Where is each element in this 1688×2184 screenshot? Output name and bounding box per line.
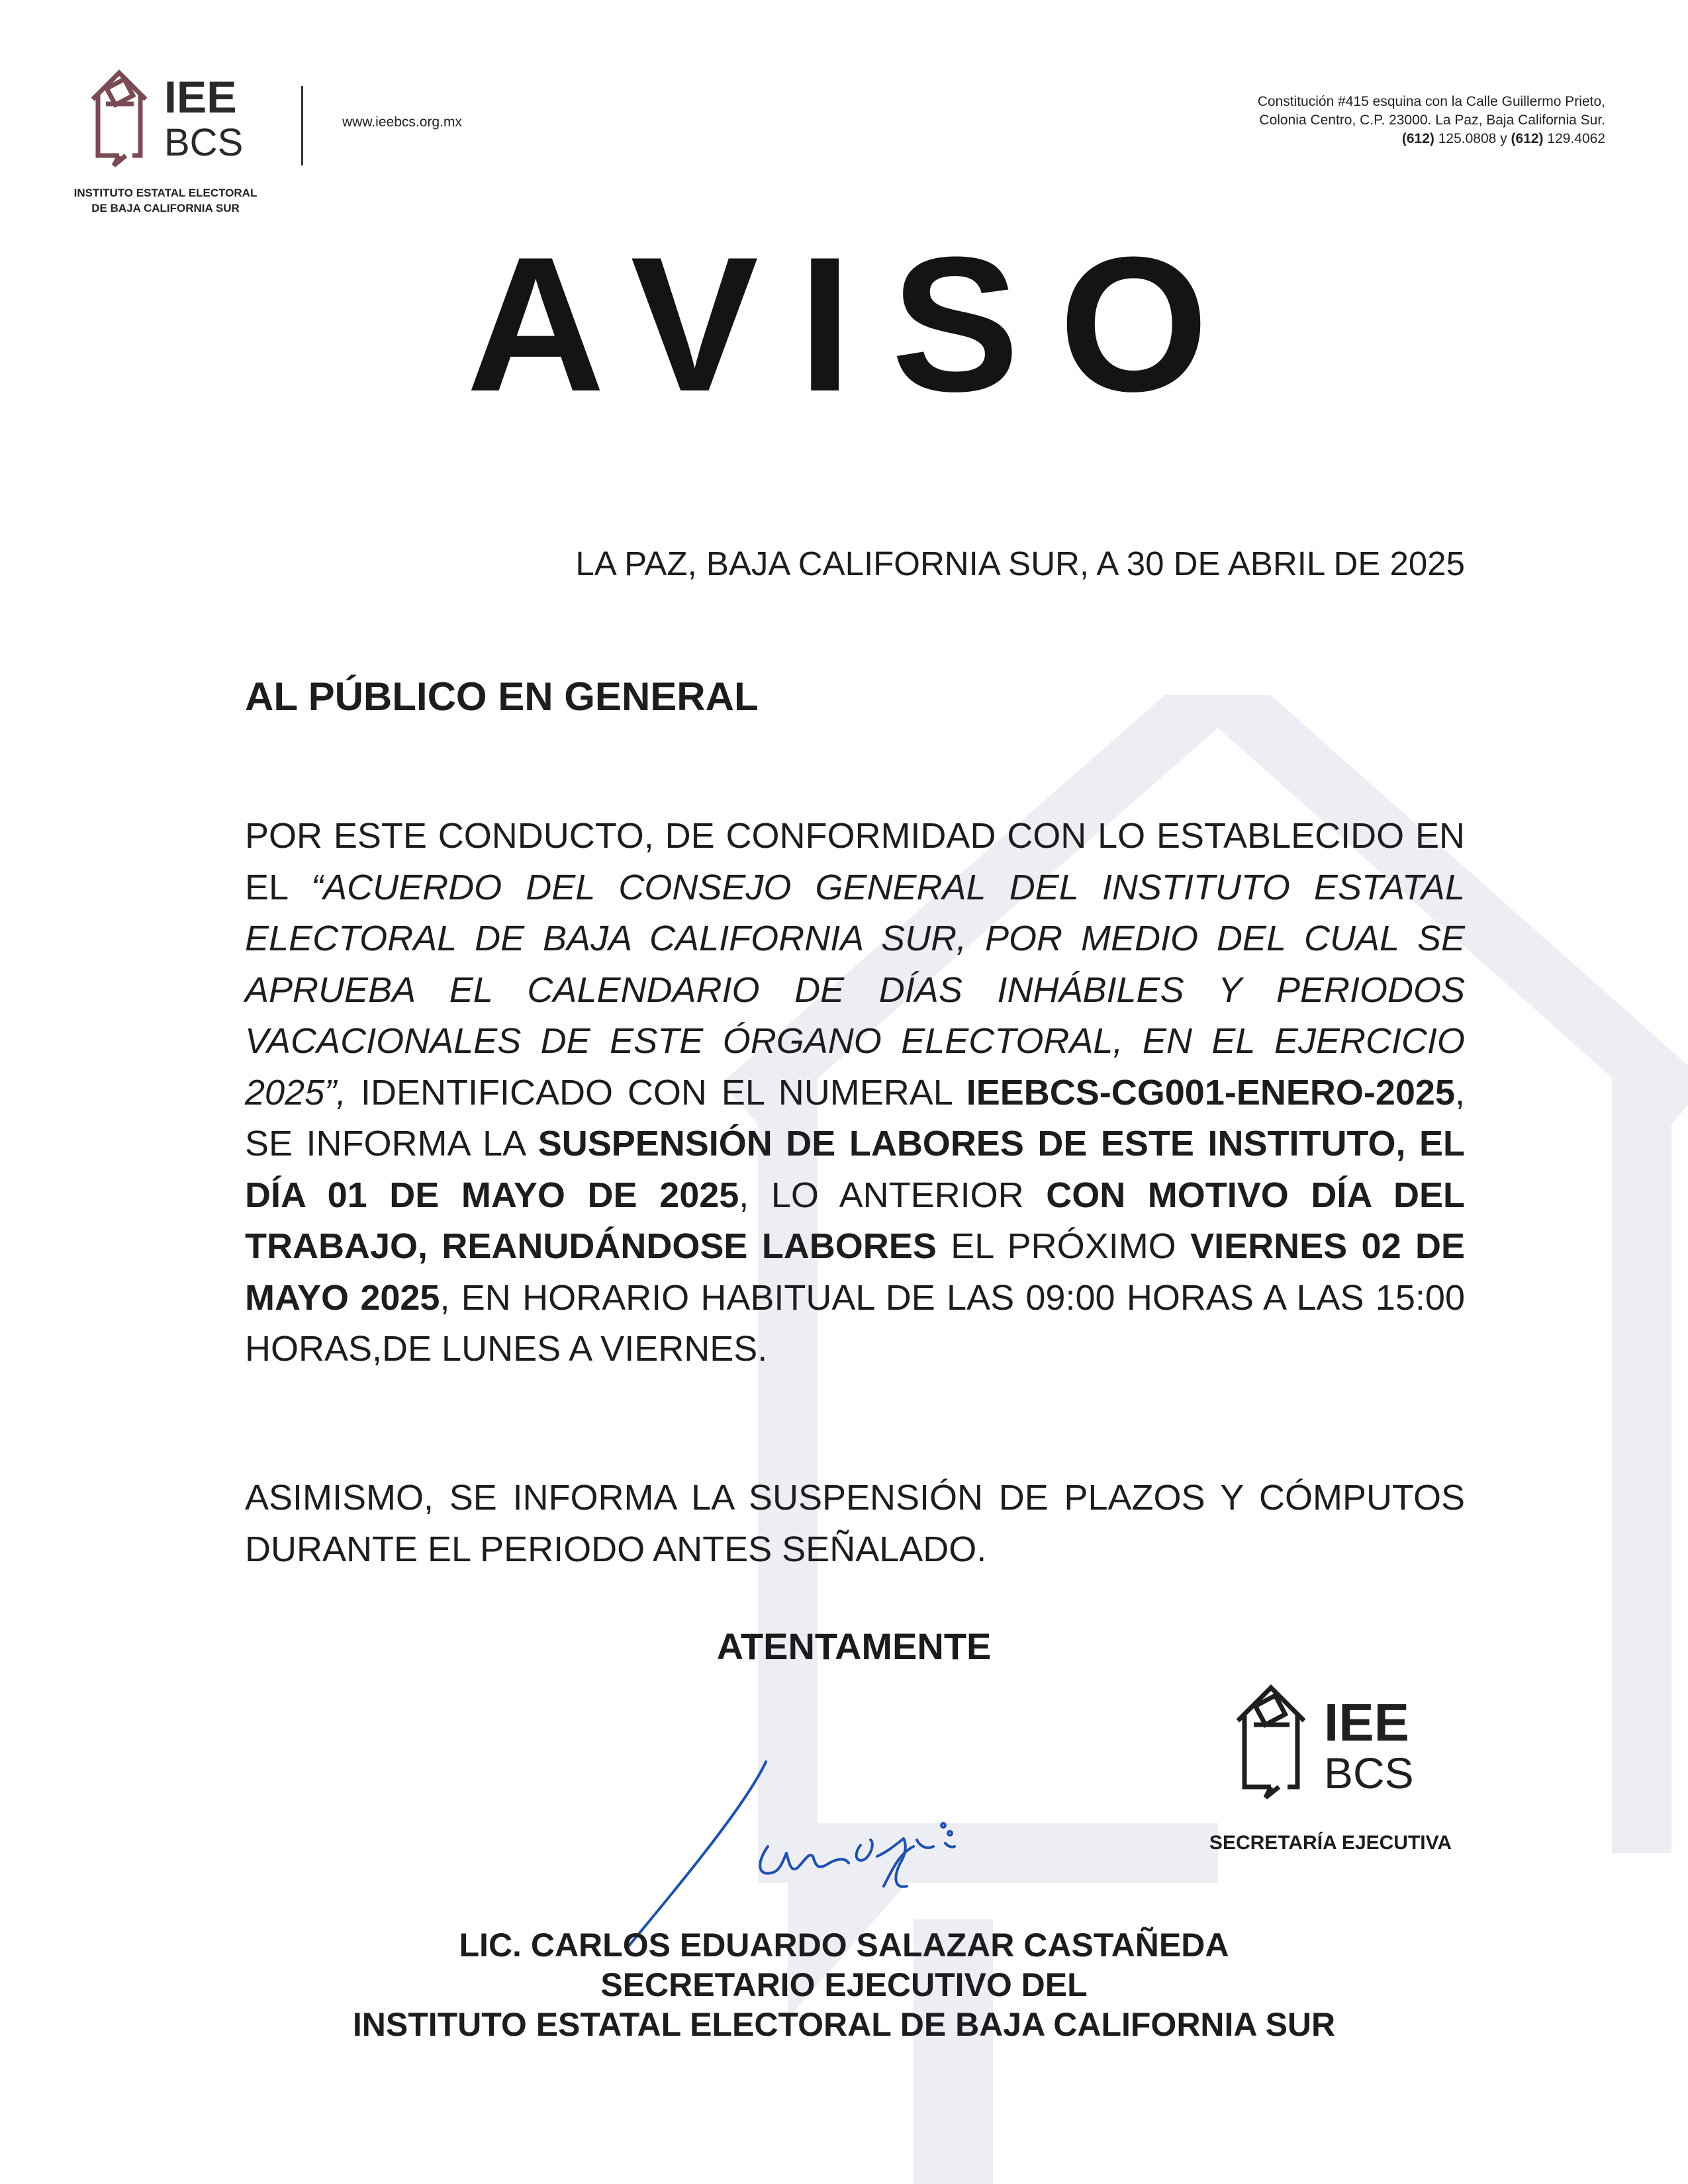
p1-text: , SE INFORMA LA bbox=[245, 1072, 1465, 1163]
p1-text: EL PRÓXIMO bbox=[936, 1226, 1191, 1266]
body-paragraph-2: ASIMISMO, SE INFORMA LA SUSPENSIÓN DE PLAZOS Y CÓMPUTOS DURANTE EL PERIODO ANTES SEÑALADO. bbox=[245, 1478, 1465, 1569]
p1-agreement-number: IEEBCS-CG001-ENERO-2025 bbox=[966, 1072, 1455, 1113]
notice-title: AVISO bbox=[466, 217, 1248, 432]
p1-agreement-title: “ACUERDO DEL CONSEJO GENERAL DEL INSTITUTO ESTATAL ELECTORAL DE BAJA CALIFORNIA SUR, POR MEDIO DEL CUAL SE APRUEBA EL CALENDARIO DE DÍAS INHÁBILES Y PERIODOS VACACIONALES DE ESTE ÓRGANO ELECTORAL, EN EL EJERCICIO 2025”, bbox=[245, 867, 1465, 1113]
p1-text: IDENTIFICADO CON EL NUMERAL bbox=[346, 1072, 966, 1113]
signer-name: LIC. CARLOS EDUARDO SALAZAR CASTAÑEDA bbox=[459, 1927, 1229, 1964]
seal-text-bcs: BCS bbox=[1324, 1749, 1414, 1797]
phone2-code: (612) bbox=[1511, 131, 1544, 146]
website-link[interactable]: www.ieebcs.org.mx bbox=[342, 114, 462, 130]
seal-caption: SECRETARÍA EJECUTIVA bbox=[1209, 1832, 1452, 1854]
address-phones bbox=[1125, 130, 1605, 148]
seal-text-iee: IEE bbox=[1324, 1693, 1409, 1752]
logo-caption-line1: INSTITUTO ESTATAL ELECTORAL bbox=[73, 187, 258, 199]
phone1: 125.0808 y bbox=[1438, 131, 1507, 146]
logo-text-iee: IEE bbox=[164, 72, 237, 122]
ieebcs-logo bbox=[86, 63, 265, 169]
dateline: LA PAZ, BAJA CALIFORNIA SUR, A 30 DE ABRIL DE 2025 bbox=[575, 545, 1465, 582]
header-address bbox=[1125, 93, 1605, 148]
addressee: AL PÚBLICO EN GENERAL bbox=[245, 674, 759, 719]
address-line2: Colonia Centro, C.P. 23000. La Paz, Baja California Sur. bbox=[1259, 113, 1605, 128]
body-paragraph-1 bbox=[245, 811, 1465, 1375]
p1-reason: CON MOTIVO DÍA DEL TRABAJO, REANUDÁNDOSE LABORES bbox=[245, 1175, 1466, 1266]
phone1-code: (612) bbox=[1401, 131, 1434, 146]
p1-suspension: SUSPENSIÓN DE LABORES DE ESTE INSTITUTO, EL DÍA 01 DE MAYO DE 2025 bbox=[245, 1124, 1465, 1215]
p1-resume-date: VIERNES 02 DE MAYO 2025 bbox=[245, 1226, 1465, 1318]
signer-position: SECRETARIO EJECUTIVO DEL bbox=[600, 1966, 1088, 2003]
closing: ATENTAMENTE bbox=[716, 1625, 992, 1667]
header-divider bbox=[301, 86, 303, 165]
p1-text: , LO ANTERIOR bbox=[739, 1175, 1047, 1215]
logo-caption bbox=[53, 185, 278, 216]
p1-text: , EN HORARIO HABITUAL DE LAS 09:00 HORAS A LAS 15:00 HORAS,DE LUNES A VIERNES. bbox=[245, 1277, 1465, 1369]
logo-caption-line2: DE BAJA CALIFORNIA SUR bbox=[91, 202, 240, 214]
p1-text: POR ESTE CONDUCTO, DE CONFORMIDAD CON LO ESTABLECIDO EN EL bbox=[245, 816, 1465, 907]
phone2: 129.4062 bbox=[1547, 131, 1605, 146]
logo-text-bcs: BCS bbox=[164, 121, 244, 164]
address-line1: Constitución #415 esquina con la Calle Guillermo Prieto, bbox=[1257, 94, 1605, 109]
secretaria-seal-logo bbox=[1231, 1674, 1423, 1800]
signer-institution: INSTITUTO ESTATAL ELECTORAL DE BAJA CALIFORNIA SUR bbox=[352, 2006, 1336, 2043]
